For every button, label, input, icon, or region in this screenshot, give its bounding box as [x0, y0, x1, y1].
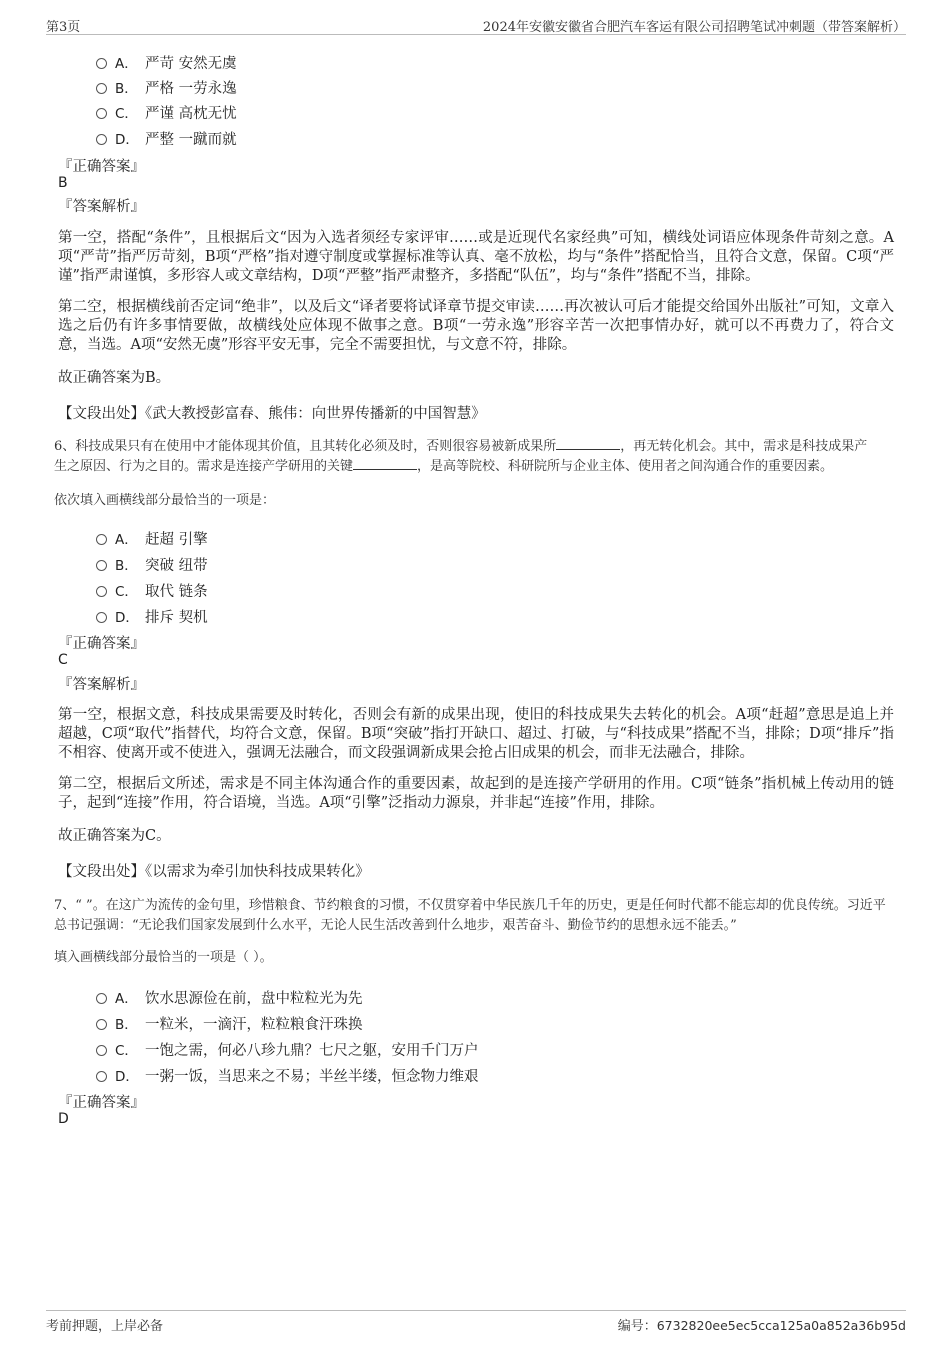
q7-option-d[interactable]: D． 一粥一饭，当思来之不易；半丝半缕，恒念物力维艰 [96, 1065, 479, 1085]
q6-stem: 6、科技成果只有在使用中才能体现其价值，且其转化必须及时，否则很容易被新成果所 ，再无转化机会。其中，需求是科技成果产 生之原因、行为之目的。需求是连接产学研用的关键 ，是高等院校、科研院所与企业主体、使用者之间沟通合作的重要因素。 [54, 439, 868, 474]
footer-code: 编号：6732820ee5ec5cca125a0a852a36b95d [617, 1318, 906, 1334]
blank-line [353, 457, 417, 470]
q6-source: 【文段出处】《以需求为牵引加快科技成果转化》 [58, 864, 370, 880]
q6-option-d[interactable]: D． 排斥 契机 [96, 606, 208, 626]
q6-answer: C [58, 652, 68, 668]
radio-icon[interactable] [96, 534, 107, 545]
q7-answer: D [58, 1111, 69, 1127]
radio-icon[interactable] [96, 1019, 107, 1030]
q6-option-b[interactable]: B． 突破 纽带 [96, 554, 208, 574]
q5-option-d[interactable]: D． 严整 一蹴而就 [96, 128, 237, 148]
page-number: 第3页 [46, 20, 81, 35]
document-title: 2024年安徽安徽省合肥汽车客运有限公司招聘笔试冲刺题（带答案解析） [482, 20, 906, 35]
q6-analysis-label: 『答案解析』 [58, 677, 145, 693]
q5-option-a[interactable]: A． 严苛 安然无虞 [96, 52, 237, 72]
q7-answer-label: 『正确答案』 [58, 1095, 145, 1111]
q6-analysis-p2: 第二空，根据后文所述，需求是不同主体沟通合作的重要因素，故起到的是连接产学研用的作用。C项“链条”指机械上传动用的链子，起到“连接”作用，符合语境，当选。A项“引擎”泛指动力源泉，并非起“连接”作用，排除。 [58, 776, 894, 811]
q5-analysis-p2: 第二空，根据横线前否定词“绝非”，以及后文“译者要将试译章节提交审读……再次被认可后才能提交给国外出版社”可知，文章入选之后仍有许多事情要做，故横线处应体现不做事之意。B项“一劳永逸”形容辛苦一次把事情办好，就可以不再费力了，符合文意，当选。A项“安然无虞”形容平安无事，完全不需要担忧，与文意不符，排除。 [58, 299, 894, 353]
radio-icon[interactable] [96, 108, 107, 119]
q5-analysis-conclusion: 故正确答案为B。 [58, 370, 171, 386]
q5-source: 【文段出处】《武大教授彭富春、熊伟：向世界传播新的中国智慧》 [58, 406, 486, 422]
page-header [46, 14, 906, 35]
radio-icon[interactable] [96, 83, 107, 94]
q6-analysis-p1: 第一空，根据文意，科技成果需要及时转化，否则会有新的成果出现，使旧的科技成果失去转化的机会。A项“赶超”意思是追上并超越，C项“取代”指替代，均符合文意，保留。B项“突破”指打开缺口、超过、打破，与“科技成果”搭配不当，排除；D项“排斥”指不相容、使离开或不使进入，强调无法融合，而文段强调新成果会抢占旧成果的机会，而非无法融合，排除。 [58, 707, 894, 761]
radio-icon[interactable] [96, 993, 107, 1004]
radio-icon[interactable] [96, 58, 107, 69]
q6-option-c[interactable]: C． 取代 链条 [96, 580, 208, 600]
q5-option-b[interactable]: B． 严格 一劳永逸 [96, 77, 237, 97]
blank-line [556, 437, 620, 450]
q6-answer-label: 『正确答案』 [58, 636, 145, 652]
q7-option-c[interactable]: C． 一饱之需，何必八珍九鼎？七尺之躯，安用千门万户 [96, 1039, 479, 1059]
q7-prompt: 填入画横线部分最恰当的一项是（ ）。 [54, 950, 273, 965]
q6-prompt: 依次填入画横线部分最恰当的一项是： [54, 493, 276, 508]
radio-icon[interactable] [96, 134, 107, 145]
radio-icon[interactable] [96, 1071, 107, 1082]
q6-analysis-conclusion: 故正确答案为C。 [58, 828, 171, 844]
q7-option-a[interactable]: A． 饮水思源俭在前，盘中粒粒光为先 [96, 987, 363, 1007]
radio-icon[interactable] [96, 1045, 107, 1056]
q7-option-b[interactable]: B． 一粒米，一滴汗，粒粒粮食汗珠换 [96, 1013, 363, 1033]
radio-icon[interactable] [96, 612, 107, 623]
q5-answer: B [58, 175, 68, 191]
q5-option-c[interactable]: C． 严谨 高枕无忧 [96, 102, 237, 122]
q6-option-a[interactable]: A． 赶超 引擎 [96, 528, 208, 548]
q5-answer-label: 『正确答案』 [58, 159, 145, 175]
radio-icon[interactable] [96, 586, 107, 597]
q5-analysis-p1: 第一空，搭配“条件”，且根据后文“因为入选者须经专家评审……或是近现代名家经典”可知，横线处词语应体现条件苛刻之意。A项“严苛”指严厉苛刻，B项“严格”指对遵守制度或掌握标准等认真、毫不放松，均与“条件”搭配恰当，且符合文意，保留。C项“严谨”指严肃谨慎，多形容人或文章结构，D项“严整”指严肃整齐，多搭配“队伍”，均与“条件”搭配不当，排除。 [58, 230, 894, 284]
footer-slogan: 考前押题，上岸必备 [46, 1319, 164, 1334]
page-footer [46, 1310, 906, 1333]
q5-analysis-label: 『答案解析』 [58, 199, 145, 215]
radio-icon[interactable] [96, 560, 107, 571]
q7-stem: 7、“ ”。在这广为流传的金句里，珍惜粮食、节约粮食的习惯，不仅贯穿着中华民族几千年的历史，更是任何时代都不能忘却的优良传统。习近平总书记强调：“无论我们国家发展到什么水平，无论人民生活改善到什么地步，艰苦奋斗、勤俭节约的思想永远不能丢。” [54, 898, 886, 933]
